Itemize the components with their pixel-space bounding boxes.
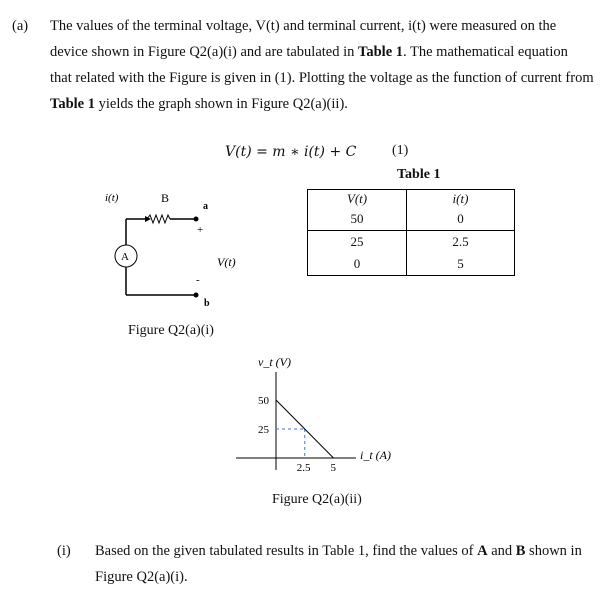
subquestion-line-1 bbox=[95, 538, 600, 564]
cell-i-1: 0 bbox=[407, 208, 515, 231]
subquestion-line-2: Figure Q2(a)(i). bbox=[95, 569, 188, 585]
vi-graph bbox=[230, 348, 420, 483]
x-axis-label: i_t (A) bbox=[360, 448, 391, 462]
x-tick-label: 5 bbox=[330, 462, 336, 474]
question-line-3: that related with the Figure is given in (1). Plotting the voltage as the function of current from bbox=[50, 70, 594, 86]
cell-v-2: 25 bbox=[308, 231, 407, 254]
line2-end-text: . The mathematical equation bbox=[403, 44, 568, 60]
circuit-diagram bbox=[90, 185, 260, 315]
sub-text-pre: Based on the given tabulated results in Table 1, find the values of bbox=[95, 543, 478, 559]
ammeter-label: A bbox=[121, 251, 129, 263]
x-tick-label: 2.5 bbox=[296, 462, 311, 474]
line4-end-text: yields the graph shown in Figure Q2(a)(ii). bbox=[95, 96, 348, 112]
node-b-label: b bbox=[204, 298, 210, 309]
minus-sign: - bbox=[196, 274, 200, 286]
table-row bbox=[308, 231, 515, 254]
node-a-label: a bbox=[203, 201, 208, 212]
part-label: (a) bbox=[12, 18, 29, 34]
header-current: i(t) bbox=[407, 190, 515, 209]
y-tick-label: 25 bbox=[258, 424, 269, 436]
table-row bbox=[308, 253, 515, 276]
subquestion-label: (i) bbox=[57, 543, 71, 559]
subquestion-text bbox=[95, 538, 600, 590]
equation-number: (1) bbox=[392, 143, 409, 158]
table-header-row bbox=[308, 190, 515, 209]
question-line-1: The values of the terminal voltage, V(t) and terminal current, i(t) were measured on the bbox=[50, 18, 557, 34]
terminal-b bbox=[194, 293, 199, 298]
var-b-bold: B bbox=[515, 543, 526, 559]
table-title: Table 1 bbox=[397, 167, 441, 182]
equation: V(t) = m ∗ i(t) + C bbox=[225, 144, 357, 160]
sub-text-post: shown in bbox=[525, 543, 582, 559]
cell-i-3: 5 bbox=[407, 253, 515, 276]
voltage-label: V(t) bbox=[217, 255, 236, 269]
plus-sign: + bbox=[197, 224, 204, 236]
line2-text: device shown in Figure Q2(a)(i) and are tabulated in bbox=[50, 44, 359, 60]
question-line-4 bbox=[50, 91, 595, 117]
table-ref-bold-2: Table 1 bbox=[50, 96, 95, 112]
figure-caption-ii: Figure Q2(a)(ii) bbox=[272, 492, 362, 507]
question-line-2 bbox=[50, 39, 595, 65]
y-tick-label: 50 bbox=[258, 395, 269, 407]
element-b-label: B bbox=[161, 191, 170, 205]
terminal-a bbox=[194, 217, 199, 222]
y-axis-label: v_t (V) bbox=[258, 355, 291, 369]
var-a-bold: A bbox=[477, 543, 488, 559]
data-table bbox=[307, 189, 515, 276]
figure-caption-i: Figure Q2(a)(i) bbox=[128, 323, 214, 338]
cell-v-1: 50 bbox=[308, 208, 407, 231]
sub-text-mid: and bbox=[487, 543, 516, 559]
cell-i-2: 2.5 bbox=[407, 231, 515, 254]
table-ref-bold: Table 1 bbox=[358, 44, 404, 60]
header-voltage: V(t) bbox=[308, 190, 407, 209]
table-row bbox=[308, 208, 515, 231]
question-paragraph bbox=[50, 13, 595, 117]
current-label: i(t) bbox=[105, 192, 119, 204]
cell-v-3: 0 bbox=[308, 253, 407, 276]
